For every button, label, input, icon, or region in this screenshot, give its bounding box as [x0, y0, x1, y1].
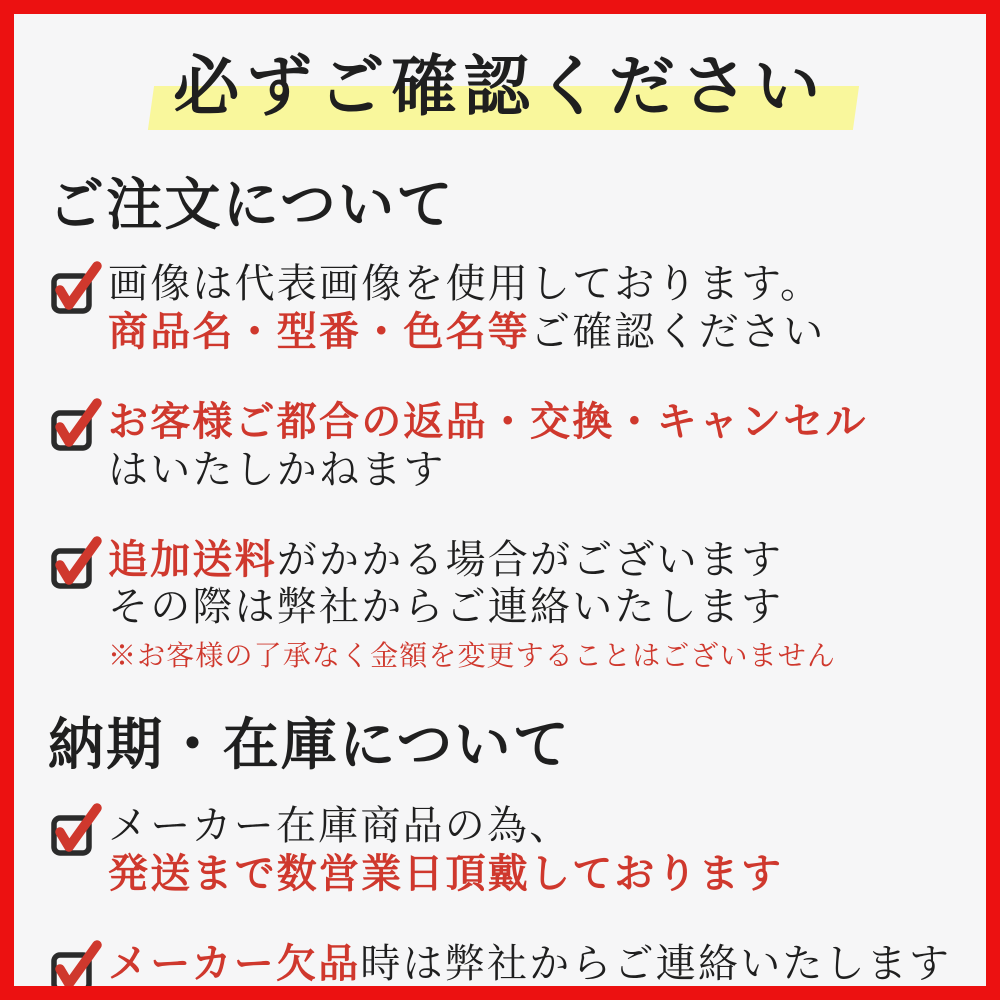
item-text-segment: 時は弊社からご連絡いたします	[360, 941, 952, 988]
item-line	[108, 398, 868, 446]
checklist-item-maker-outofstock	[50, 938, 966, 994]
item-line	[108, 447, 868, 494]
checklist-item-maker-stock	[50, 801, 966, 898]
item-text-segment-emphasis: メーカー欠品	[108, 940, 361, 988]
item-line	[108, 940, 951, 988]
checklist-item-extra-shipping	[50, 534, 966, 673]
page-title	[14, 47, 986, 125]
item-line	[108, 536, 836, 584]
checkbox-check-icon	[50, 259, 100, 315]
checkbox-check-icon	[50, 534, 100, 590]
item-text-segment: がかかる場合がございます	[276, 536, 784, 583]
item-text-segment: はいたしかねます	[108, 446, 446, 493]
checkbox-check-icon	[50, 801, 100, 857]
section-heading-order: ご注文について	[48, 171, 455, 238]
checkbox-check-icon	[50, 938, 100, 994]
item-text-segment: 画像は代表画像を使用しております。	[108, 260, 823, 307]
page-title-text: 必ずご確認ください	[167, 47, 832, 125]
checklist-item-representative-image	[50, 259, 966, 356]
item-text-segment: ご確認ください	[530, 309, 826, 356]
item-text-segment-emphasis: 発送まで数営業日頂戴しております	[108, 850, 784, 898]
item-line	[108, 584, 836, 631]
item-line	[108, 261, 825, 308]
item-text-segment-emphasis: お客様ご都合の返品・交換・キャンセル	[108, 398, 868, 446]
checklist-item-no-returns	[50, 396, 966, 493]
section-heading-delivery-stock: 納期・在庫について	[48, 711, 572, 778]
item-line	[108, 850, 783, 898]
item-line	[108, 308, 825, 356]
item-text-segment: その際は弊社からご連絡いたします	[108, 583, 784, 630]
checkbox-check-icon	[50, 396, 100, 452]
item-text-segment-emphasis: 追加送料	[108, 535, 277, 583]
item-text-segment-emphasis: 商品名・型番・色名等	[108, 308, 530, 356]
item-text-segment: メーカー在庫商品の為、	[108, 803, 572, 850]
item-line	[108, 803, 783, 850]
item-note: ※お客様の了承なく金額を変更することはございません	[108, 639, 837, 673]
